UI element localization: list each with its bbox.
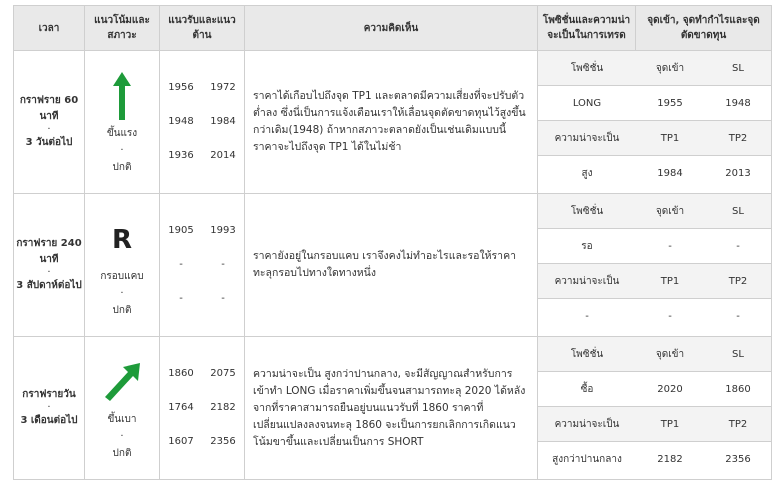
timeframe-cell (14, 51, 85, 194)
separator-dot: · (120, 144, 124, 156)
range-r-icon: R (111, 224, 133, 255)
header-time: เวลา (14, 6, 85, 51)
comment-text: ความน่าจะเป็น สูงกว่าปานกลาง, จะมีสัญญาณสำหรับการเข้าทำ LONG เมื่อราคาเพิ่มขึ้นจนสามารถทะลุ 2020 ได้หลังจากที่ราคาสามารถยืนอยู่บนแนวรับที่ 1860 ราคาที่เปลี่ยนแปลงลงจนทะลุ 1860 จะเป็นการยกเลิกการเกิดแนวโน้มขาขึ้นและเปลี่ยนเป็นการ SHORT (245, 337, 538, 480)
support-value: 1607 (168, 436, 194, 447)
arrow-up-right-icon (102, 361, 142, 405)
separator-dot: · (47, 124, 51, 135)
trend-strength: กรอบแคบ (100, 270, 144, 282)
timeframe-title: กราฟราย 60 นาที (19, 95, 79, 122)
tp1-label: TP1 (636, 407, 704, 442)
support-value: - (179, 259, 183, 270)
trend-cell (85, 194, 160, 337)
sl-value: 1860 (704, 372, 772, 407)
arrow-up-icon (112, 72, 132, 122)
timeframe-period: 3 วันต่อไป (25, 137, 73, 148)
probability-label: ความน่าจะเป็น (538, 264, 636, 299)
resistance-value: 2075 (210, 368, 236, 379)
sl-label: SL (704, 337, 772, 372)
resistance-value: 1972 (210, 82, 236, 93)
support-value: - (179, 293, 183, 304)
header-trend: แนวโน้มและสภาวะ (85, 6, 160, 51)
separator-dot: · (47, 267, 51, 278)
support-resistance-cell (160, 51, 245, 194)
timeframe-cell (14, 337, 85, 480)
entry-value: - (636, 229, 704, 264)
levels-cell (538, 194, 772, 337)
trend-strength: ขึ้นเบา (107, 413, 137, 425)
resistance-value: 2356 (210, 436, 236, 447)
sl-value: 1948 (704, 86, 772, 121)
resistance-value: - (221, 259, 225, 270)
position-label: โพซิชั่น (538, 337, 636, 372)
entry-label: จุดเข้า (636, 337, 704, 372)
support-value: 1936 (168, 150, 194, 161)
sl-label: SL (704, 194, 772, 229)
levels-cell (538, 337, 772, 480)
header-levels: จุดเข้า, จุดทำกำไรและจุดตัดขาดทุน (636, 6, 772, 51)
trend-cell (85, 337, 160, 480)
tp2-label: TP2 (704, 407, 772, 442)
sl-value: - (704, 229, 772, 264)
tp2-label: TP2 (704, 264, 772, 299)
position-value: ซื้อ (538, 372, 636, 407)
probability-value: สูงกว่าปานกลาง (552, 453, 622, 465)
trend-state: ปกติ (112, 304, 132, 316)
support-value: 1956 (168, 82, 194, 93)
timeframe-title: กราฟรายวัน (22, 389, 76, 400)
timeframe-title: กราฟราย 240 นาที (16, 238, 82, 265)
support-resistance-cell (160, 194, 245, 337)
tp1-label: TP1 (636, 121, 704, 156)
support-value: 1764 (168, 402, 194, 413)
trend-cell (85, 51, 160, 194)
comment-text: ราคาได้เกือบไปถึงจุด TP1 และตลาดมีความเสี่ยงที่จะปรับตัวต่ำลง ซึ่งนี่เป็นการแจ้งเตือนเราให้เลื่อนจุดตัดขาดทุนไว้สูงขึ้นกว่าเดิม(1948) ถ้าหากสภาวะตลาดยังเป็นเช่นเดิมแบบนี้ ราคาจะไปถึงจุด TP1 ได้ในไม่ช้า (245, 51, 538, 194)
table-row (14, 337, 772, 480)
tp2-value: 2013 (725, 167, 751, 179)
entry-label: จุดเข้า (636, 51, 704, 86)
support-value: 1948 (168, 116, 194, 127)
forecast-table (13, 5, 772, 480)
trend-strength: ขึ้นแรง (106, 127, 138, 139)
resistance-value: - (221, 293, 225, 304)
table-row (14, 194, 772, 337)
separator-dot: · (120, 287, 124, 299)
resistance-value: 1984 (210, 116, 236, 127)
tp1-value: 1984 (657, 167, 683, 179)
probability-value: สูง (581, 167, 593, 179)
trend-state: ปกติ (112, 161, 132, 173)
comment-text: ราคายังอยู่ในกรอบแคบ เราจึงคงไม่ทำอะไรและรอให้ราคาทะลุกรอบไปทางใดทางหนึ่ง (245, 194, 538, 337)
entry-label: จุดเข้า (636, 194, 704, 229)
position-value: LONG (538, 86, 636, 121)
support-value: 1905 (168, 225, 194, 236)
position-value: รอ (538, 229, 636, 264)
resistance-value: 2014 (210, 150, 236, 161)
position-label: โพซิชั่น (538, 194, 636, 229)
sl-label: SL (704, 51, 772, 86)
header-support-resistance: แนวรับและแนวต้าน (160, 6, 245, 51)
support-value: 1860 (168, 368, 194, 379)
table-row (14, 51, 772, 194)
tp2-value: - (736, 310, 740, 322)
timeframe-period: 3 เดือนต่อไป (20, 415, 78, 426)
levels-cell (538, 51, 772, 194)
tp1-value: - (668, 310, 672, 322)
trend-state: ปกติ (112, 447, 132, 459)
separator-dot: · (120, 430, 124, 442)
entry-value: 1955 (636, 86, 704, 121)
entry-value: 2020 (636, 372, 704, 407)
timeframe-period: 3 สัปดาห์ต่อไป (16, 280, 82, 291)
tp1-value: 2182 (657, 453, 683, 465)
header-position: โพซิชั่นและความน่าจะเป็นในการเทรด (538, 6, 636, 51)
position-label: โพซิชั่น (538, 51, 636, 86)
tp2-value: 2356 (725, 453, 751, 465)
resistance-value: 1993 (210, 225, 236, 236)
resistance-value: 2182 (210, 402, 236, 413)
probability-value: - (585, 310, 589, 322)
support-resistance-cell (160, 337, 245, 480)
header-comment: ความคิดเห็น (245, 6, 538, 51)
tp2-label: TP2 (704, 121, 772, 156)
probability-label: ความน่าจะเป็น (538, 121, 636, 156)
timeframe-cell (14, 194, 85, 337)
separator-dot: · (47, 402, 51, 413)
probability-label: ความน่าจะเป็น (538, 407, 636, 442)
tp1-label: TP1 (636, 264, 704, 299)
